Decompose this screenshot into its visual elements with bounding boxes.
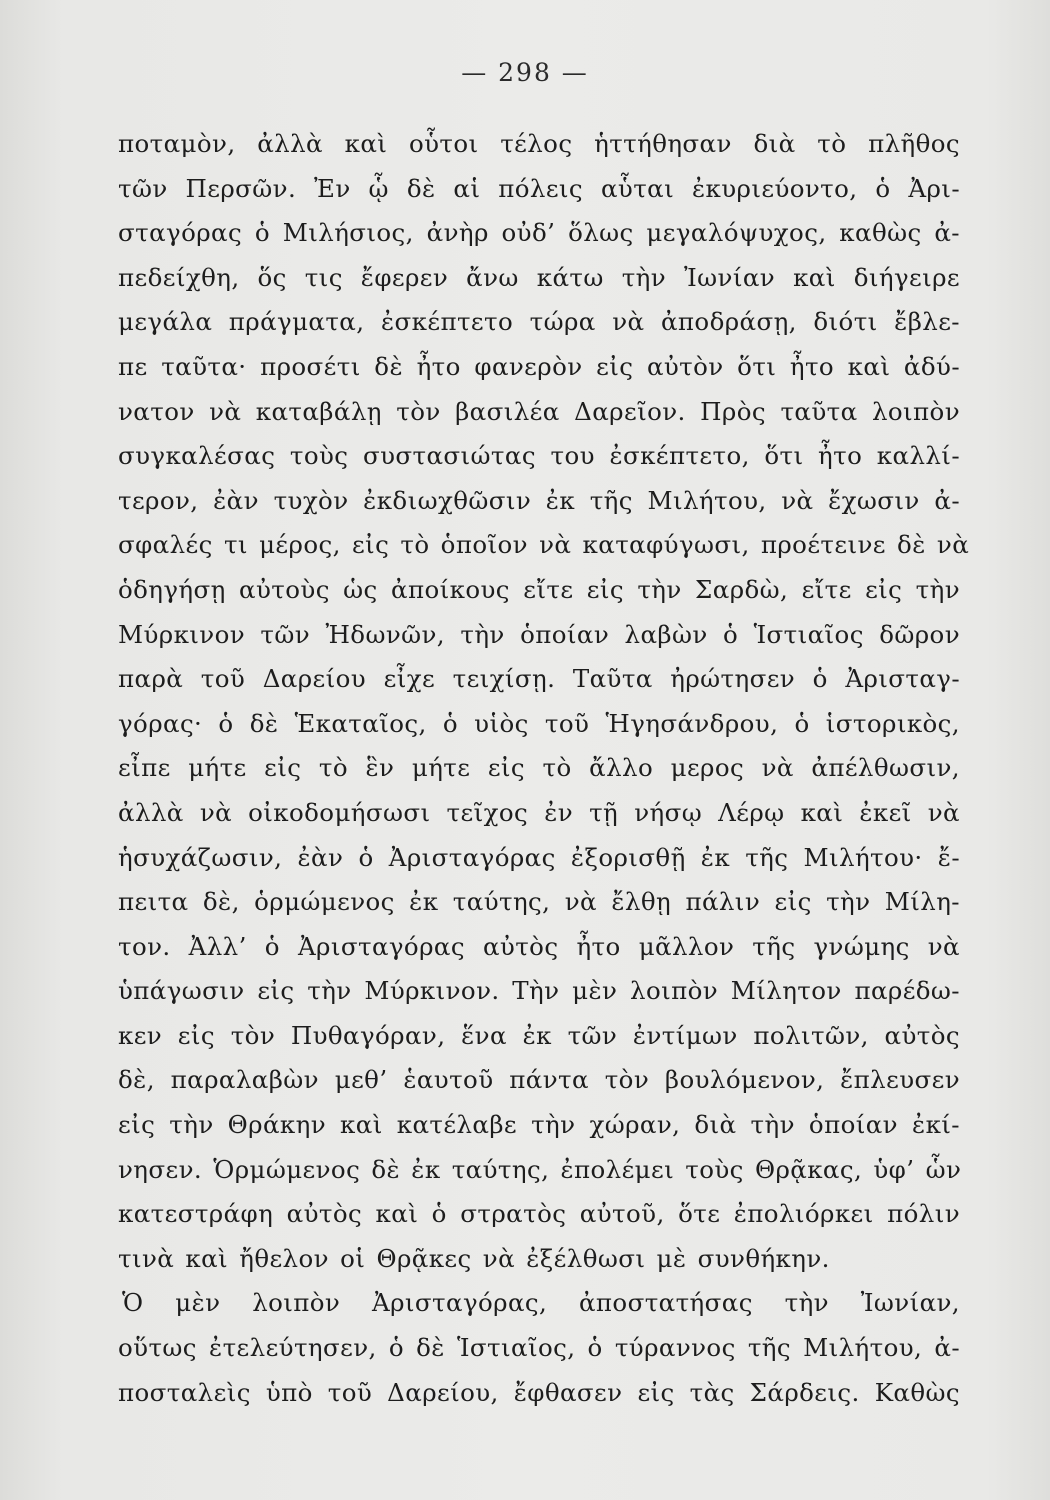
text-line: νησεν. Ὁρμώμενος δὲ ἐκ ταύτης, ἐπολέμει τοὺς Θρᾷκας, ὑφ’ ὧν bbox=[118, 1154, 962, 1184]
text-line: ὑπάγωσιν εἰς τὴν Μύρκινον. Τὴν μὲν λοιπὸν Μίλητον παρέδω- bbox=[118, 976, 960, 1006]
body-text bbox=[118, 122, 970, 1415]
text-line: ποταμὸν, ἀλλὰ καὶ οὗτοι τέλος ἡττήθησαν διὰ τὸ πλῆθος bbox=[118, 129, 960, 158]
text-line: νατον νὰ καταβάλῃ τὸν βασιλέα Δαρεῖον. Πρὸς ταῦτα λοιπὸν bbox=[118, 396, 960, 426]
text-line: δὲ, παραλαβὼν μεθ’ ἑαυτοῦ πάντα τὸν βουλόμενον, ἔπλευσεν bbox=[118, 1065, 960, 1095]
text-line: παρὰ τοῦ Δαρείου εἶχε τειχίσῃ. Ταῦτα ἠρώτησεν ὁ Ἀρισταγ- bbox=[118, 664, 960, 694]
text-line: γόρας· ὁ δὲ Ἑκαταῖος, ὁ υἱὸς τοῦ Ἡγησάνδρου, ὁ ἱστορικὸς, bbox=[118, 708, 960, 738]
text-line: ἀλλὰ νὰ οἰκοδομήσωσι τεῖχος ἐν τῇ νήσῳ Λέρῳ καὶ ἐκεῖ νὰ bbox=[118, 797, 960, 827]
text-line: εἰς τὴν Θράκην καὶ κατέλαβε τὴν χώραν, διὰ τὴν ὁποίαν ἐκί- bbox=[118, 1110, 960, 1140]
text-line: τον. Ἀλλ’ ὁ Ἀρισταγόρας αὐτὸς ἦτο μᾶλλον τῆς γνώμης νὰ bbox=[118, 931, 960, 961]
text-line: ποσταλεὶς ὑπὸ τοῦ Δαρείου, ἔφθασεν εἰς τὰς Σάρδεις. Καθὼς bbox=[118, 1377, 960, 1407]
text-line: κατεστράφη αὐτὸς καὶ ὁ στρατὸς αὐτοῦ, ὅτε ἐπολιόρκει πόλιν bbox=[118, 1199, 960, 1229]
text-line: πεδείχθη, ὅς τις ἔφερεν ἄνω κάτω τὴν Ἰωνίαν καὶ διήγειρε bbox=[118, 262, 960, 292]
text-line: εἶπε μήτε εἰς τὸ ἓν μήτε εἰς τὸ ἄλλο μερος νὰ ἀπέλθωσιν, bbox=[118, 753, 960, 783]
text-line: σταγόρας ὁ Μιλήσιος, ἀνὴρ οὐδ’ ὅλως μεγαλόψυχος, καθὼς ἀ- bbox=[118, 218, 960, 248]
text-line: μεγάλα πράγματα, ἐσκέπτετο τώρα νὰ ἀποδράσῃ, διότι ἔβλε- bbox=[118, 307, 960, 337]
paragraph-end-line: τινὰ καὶ ἤθελον οἱ Θρᾷκες νὰ ἐξέλθωσι μὲ συνθήκην. bbox=[118, 1243, 830, 1273]
text-line: κεν εἰς τὸν Πυθαγόραν, ἕνα ἐκ τῶν ἐντίμων πολιτῶν, αὐτὸς bbox=[118, 1020, 960, 1050]
paragraph-start-line: Ὁ μὲν λοιπὸν Ἀρισταγόρας, ἀποστατήσας τὴν Ἰωνίαν, bbox=[122, 1288, 960, 1318]
page-number: — 298 — bbox=[461, 58, 589, 87]
text-line: πειτα δὲ, ὁρμώμενος ἐκ ταύτης, νὰ ἔλθῃ πάλιν εἰς τὴν Μίλη- bbox=[118, 887, 960, 917]
text-line: πε ταῦτα· προσέτι δὲ ἦτο φανερὸν εἰς αὐτὸν ὅτι ἦτο καὶ ἀδύ- bbox=[118, 351, 960, 381]
text-line: ὁδηγήσῃ αὐτοὺς ὡς ἀποίκους εἴτε εἰς τὴν Σαρδὼ, εἴτε εἰς τὴν bbox=[118, 574, 960, 604]
text-line: συγκαλέσας τοὺς συστασιώτας του ἐσκέπτετο, ὅτι ἦτο καλλί- bbox=[118, 441, 960, 471]
text-line: τῶν Περσῶν. Ἐν ᾧ δὲ αἱ πόλεις αὗται ἐκυριεύοντο, ὁ Ἀρι- bbox=[118, 173, 960, 203]
text-line: Μύρκινον τῶν Ἠδωνῶν, τὴν ὁποίαν λαβὼν ὁ Ἱστιαῖος δῶρον bbox=[118, 619, 960, 649]
text-line: οὕτως ἐτελεύτησεν, ὁ δὲ Ἱστιαῖος, ὁ τύραννος τῆς Μιλήτου, ἀ- bbox=[118, 1333, 960, 1363]
text-line: ἡσυχάζωσιν, ἐὰν ὁ Ἀρισταγόρας ἐξορισθῇ ἐκ τῆς Μιλήτου· ἔ- bbox=[118, 842, 960, 872]
text-line: σφαλές τι μέρος, εἰς τὸ ὁποῖον νὰ καταφύγωσι, προέτεινε δὲ νὰ bbox=[118, 530, 970, 560]
text-line: τερον, ἐὰν τυχὸν ἐκδιωχθῶσιν ἐκ τῆς Μιλήτου, νὰ ἔχωσιν ἀ- bbox=[118, 485, 960, 515]
